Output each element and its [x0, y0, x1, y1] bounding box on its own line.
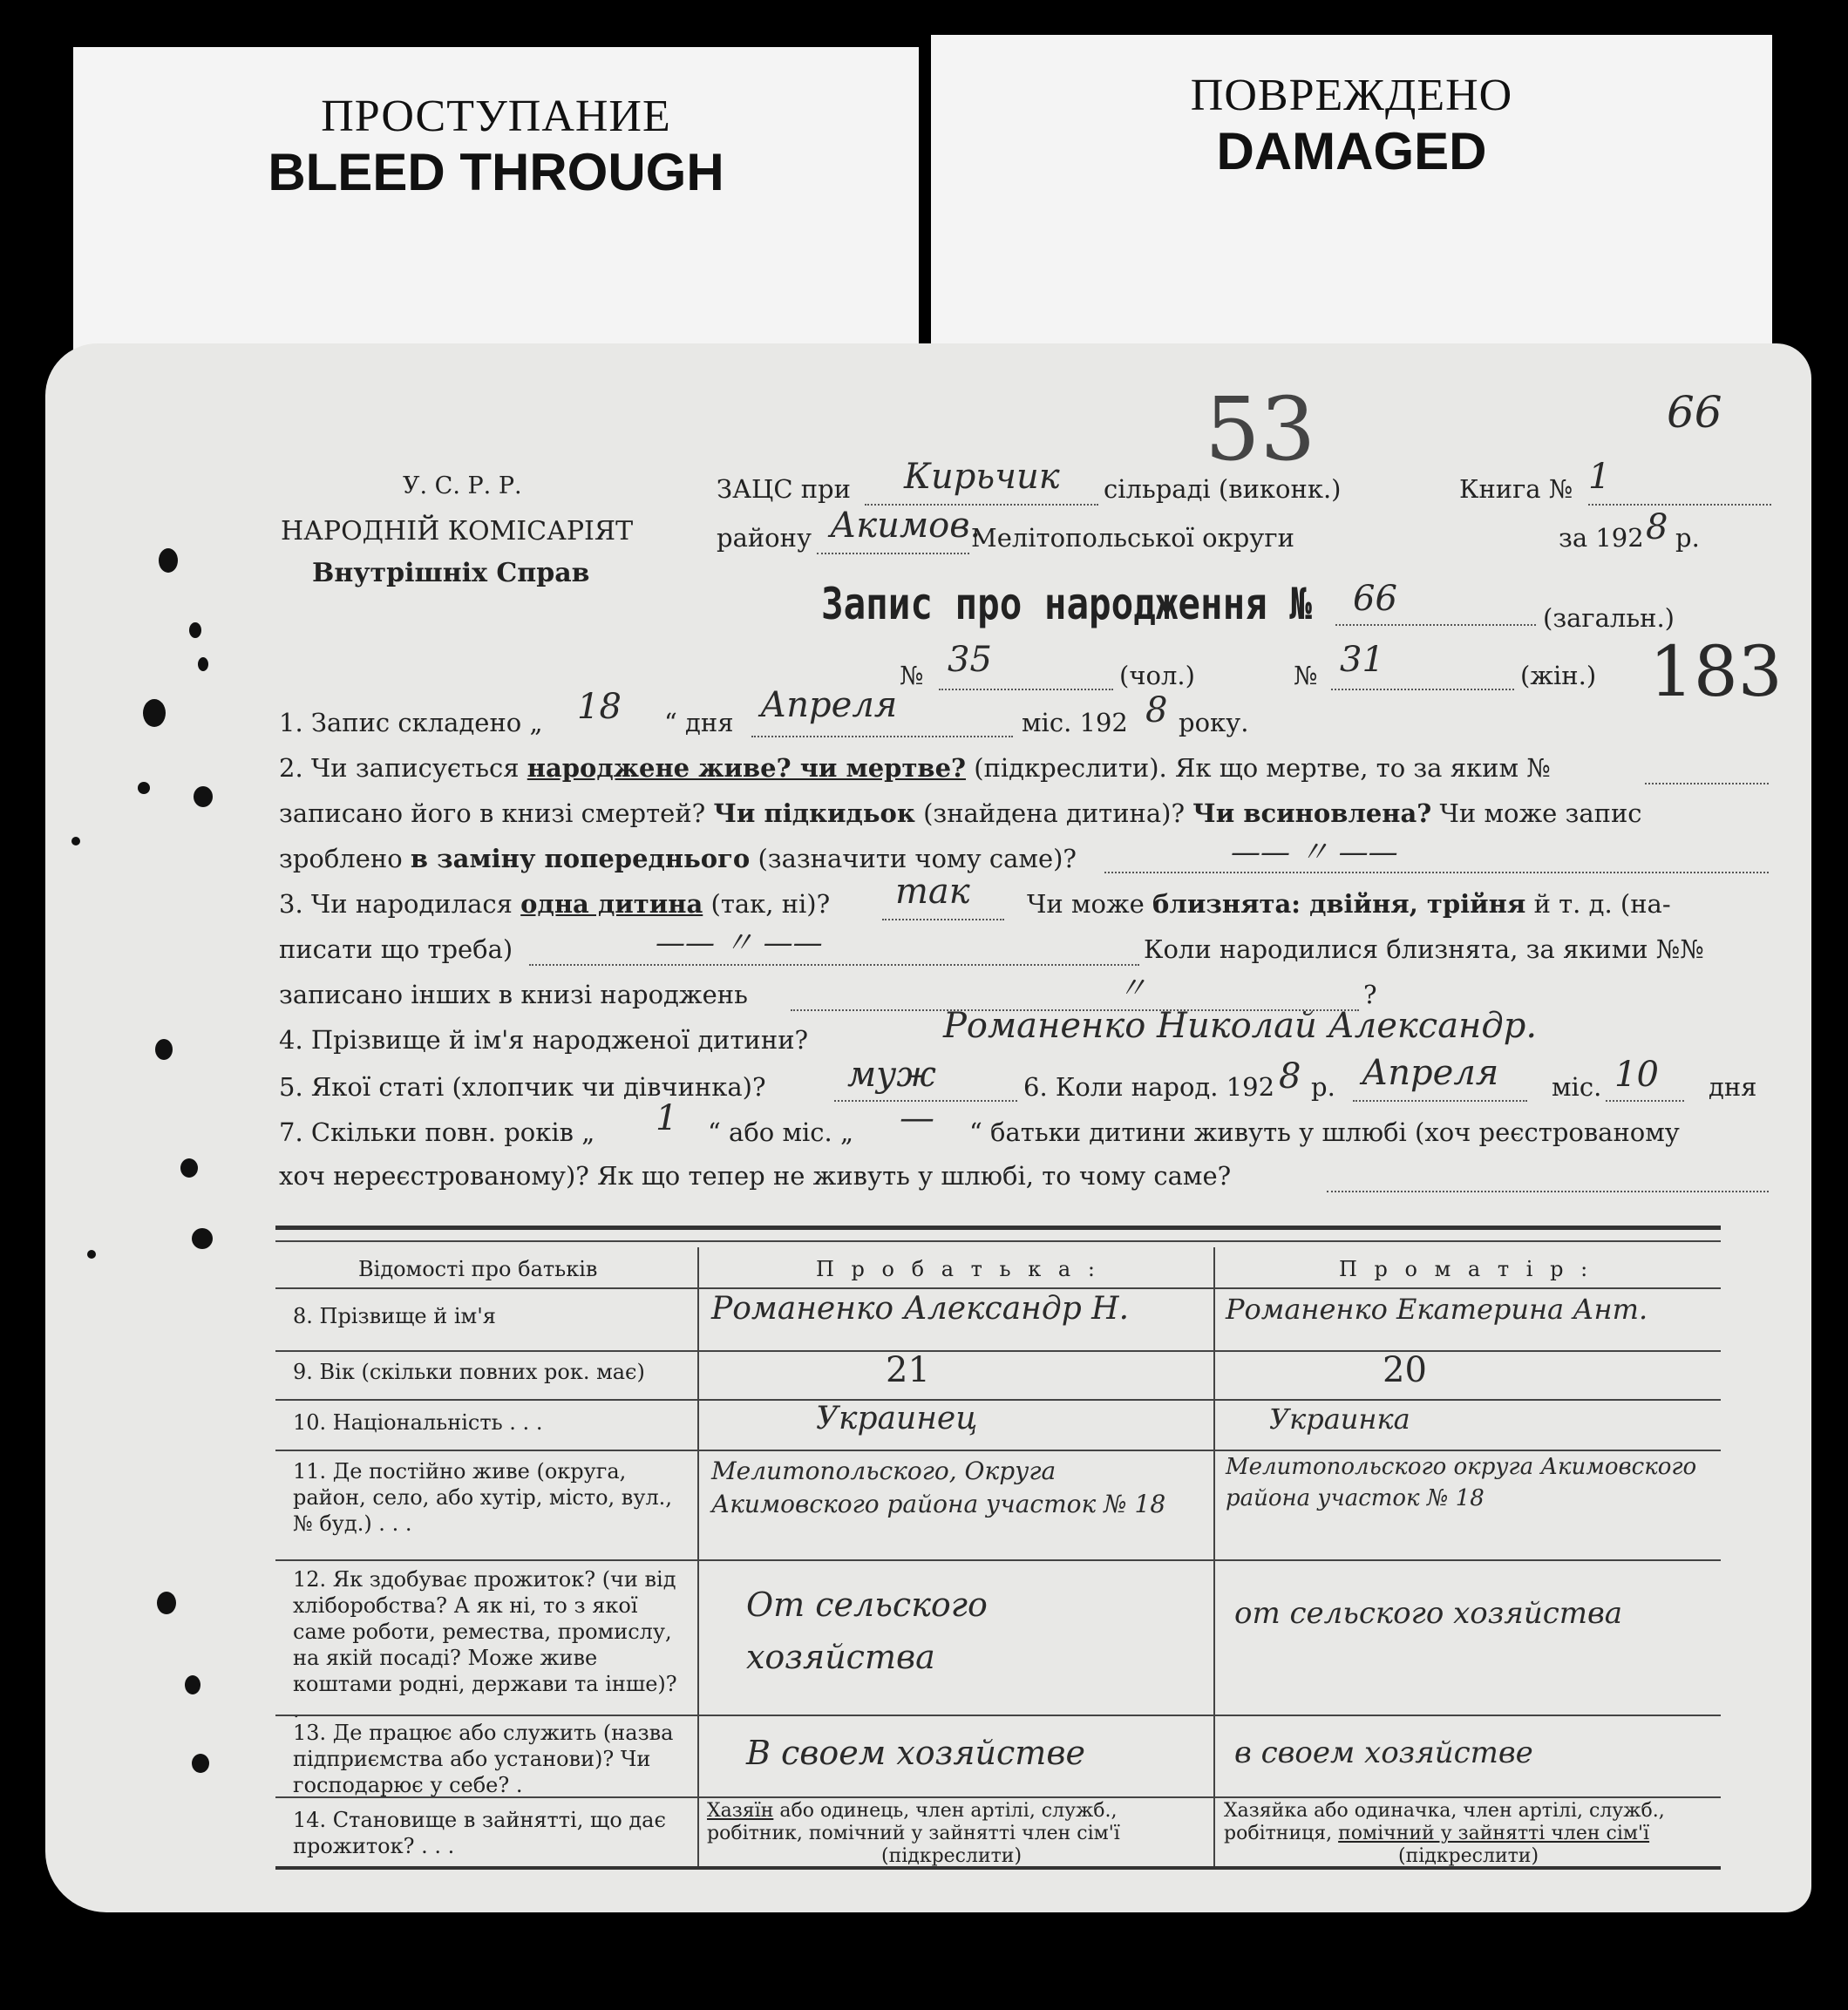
damaged-card: [931, 35, 1772, 384]
item3-l1a: 3. Чи народилася: [279, 889, 513, 919]
item3-answer: так: [895, 872, 970, 912]
item2-line2: [279, 798, 1642, 828]
book-line: [1588, 504, 1771, 506]
punch-hole: [192, 1228, 213, 1249]
item2-l2c: (знайдена дитина)?: [923, 798, 1186, 828]
item2-l2e: Чи може запис: [1439, 798, 1642, 828]
father-status-note: (підкреслити): [881, 1845, 1023, 1867]
parents-table: [275, 1226, 1721, 1870]
general-label: (загальн.): [1543, 603, 1675, 633]
bleed-through-card: [73, 47, 919, 378]
item1-day-suffix: “ дня: [664, 708, 734, 737]
item6-year-suffix: р.: [1311, 1072, 1335, 1102]
item2-l2d: Чи всиновлена?: [1192, 798, 1432, 828]
father-residence: Мелитопольского, Округа Акимовского района участок № 18: [711, 1457, 1166, 1518]
item6-month-label: міс.: [1552, 1072, 1602, 1102]
marriage-years: 1: [656, 1098, 678, 1138]
item1-year-suffix: року.: [1179, 708, 1249, 737]
item6-month-line: [1353, 1100, 1527, 1102]
male-label: (чол.): [1119, 661, 1195, 690]
item2-line1: [279, 753, 1551, 783]
female-number-line: [1331, 689, 1514, 690]
female-number: 31: [1340, 640, 1384, 680]
row8-label: 8. Прізвище й ім'я: [293, 1304, 496, 1328]
item3-l1b: одна дитина: [520, 889, 703, 919]
item7-a: 7. Скільки повн. років „: [279, 1117, 595, 1147]
father-name: Романенко Александр Н.: [711, 1291, 1130, 1327]
mother-status-selected: помічний у зайнятті член сім'ї: [1338, 1823, 1650, 1844]
book-number: 1: [1588, 457, 1611, 497]
item3-l1f: й т. д. (на-: [1533, 889, 1671, 919]
record-title: Запис про народження №: [821, 579, 1312, 629]
district-label: району: [717, 523, 812, 553]
punch-hole: [155, 1039, 173, 1060]
item2-line3-dots: [1104, 872, 1769, 873]
corner-number: 66: [1667, 387, 1722, 438]
mother-occupation-status: [1224, 1800, 1721, 1868]
item3-l1d: Чи може: [1027, 889, 1145, 919]
father-nationality: Украинец: [816, 1401, 978, 1436]
bleed-through-ru: ПРОСТУПАНИЕ: [321, 92, 671, 141]
mother-residence: Мелитопольского округа Акимовского района участок № 18: [1226, 1454, 1697, 1511]
item2-l3c: (зазначити чому саме)?: [758, 844, 1077, 873]
damaged-ru: ПОВРЕЖДЕНО: [1190, 71, 1513, 120]
marriage-months: —: [900, 1098, 934, 1138]
item6-day-label: дня: [1709, 1072, 1757, 1102]
child-sex: муж: [847, 1055, 936, 1095]
item3-l3a: записано інших в книзі народжень: [279, 980, 748, 1009]
bleed-through-en: BLEED THROUGH: [268, 143, 724, 201]
record-number: 66: [1353, 579, 1397, 619]
punch-hole: [189, 622, 201, 638]
item6-label: 6. Коли народ. 192: [1023, 1072, 1275, 1102]
item2-mark: —— 〃 ——: [1231, 835, 1398, 870]
punch-hole: [143, 699, 166, 727]
punch-hole: [198, 657, 208, 671]
item2-l1a: 2. Чи записується: [279, 753, 520, 783]
item2-l1b: народжене живе? чи мертве?: [527, 753, 967, 783]
male-no-sign: №: [900, 661, 924, 690]
row14-label: 14. Становище в зайнятті, що дає прожиток? . . .: [293, 1808, 666, 1858]
punch-hole: [71, 837, 80, 845]
birth-record-form: [45, 343, 1811, 1912]
affairs-label: Внутрішніх Справ: [312, 558, 590, 588]
row9-label: 9. Вік (скільки повних рок. має): [293, 1360, 645, 1384]
year-label: за 192: [1559, 523, 1644, 553]
father-status-selected: Хазяїн: [707, 1800, 774, 1822]
female-label: (жін.): [1520, 661, 1597, 690]
item3-l2b: Коли народилися близнята, за якими №№: [1144, 934, 1704, 964]
father-occupation-status: [707, 1800, 1208, 1868]
item7-line2-dots: [1327, 1191, 1769, 1192]
mother-nationality: Украинка: [1269, 1402, 1410, 1436]
item1-year: 8: [1145, 690, 1168, 730]
zags-label: ЗАЦС при: [717, 474, 851, 504]
item1-month: Апреля: [760, 685, 898, 725]
father-status-options: або одинець, член артілі, служб., робітник, помічний у зайнятті член сім'ї: [707, 1800, 1120, 1844]
village-name: Кирьчик: [904, 457, 1060, 497]
punch-hole: [194, 786, 213, 807]
year-digit: 8: [1646, 507, 1668, 547]
item3-l1e: близнята: двійня, трійня: [1152, 889, 1526, 919]
item1-year-label: міс. 192: [1022, 708, 1128, 737]
year-suffix: р.: [1675, 523, 1700, 553]
item3-l3b: ?: [1363, 980, 1377, 1009]
punch-hole: [159, 548, 178, 573]
item4-label: 4. Прізвище й ім'я народженої дитини?: [279, 1025, 809, 1055]
commissariat-label: НАРОДНІЙ КОМІСАРІЯТ: [281, 516, 634, 547]
item1-month-line: [751, 736, 1013, 737]
birth-year: 8: [1279, 1056, 1301, 1097]
district-name: Акимов.: [830, 506, 982, 546]
punch-hole: [185, 1675, 200, 1694]
side-number: 183: [1649, 631, 1783, 712]
item3-l2a: писати що треба): [279, 934, 513, 964]
item2-l1c: (підкреслити). Як що мертве, то за яким №: [974, 753, 1551, 783]
punch-hole: [87, 1250, 96, 1259]
row12-label: 12. Як здобуває прожиток? (чи від хліборобства? А як ні, то з якої саме роботи, ремества, промислу, на якій посаді? Може живе коштами родні, держави та інше)? .: [293, 1567, 677, 1722]
male-number-line: [939, 689, 1113, 690]
district-line: [817, 553, 969, 554]
council-label: сільраді (виконк.): [1104, 474, 1342, 504]
birth-month: Апреля: [1362, 1053, 1499, 1093]
item5-label: 5. Якої статі (хлопчик чи дівчинка)?: [279, 1072, 766, 1102]
item1-day: 18: [577, 687, 622, 727]
mother-workplace: в своем хозяйстве: [1234, 1735, 1533, 1770]
row10-label: 10. Національність . . .: [293, 1410, 543, 1435]
ussr-label: У. С. Р. Р.: [403, 472, 522, 499]
item7-line2: хоч нереєстрованому)? Як що тепер не живуть у шлюбі, то чому саме?: [279, 1161, 1232, 1191]
item2-l3b: в заміну попереднього: [410, 844, 751, 873]
okruga-label: Мелітопольської округи: [971, 523, 1294, 553]
table-header-father: П р о б а т ь к а :: [816, 1257, 1100, 1281]
father-age: 21: [886, 1350, 930, 1390]
item3-line2-dots: [529, 964, 1139, 966]
father-livelihood: От сельского хозяйства: [746, 1586, 988, 1676]
damaged-en: DAMAGED: [1216, 122, 1487, 180]
father-workplace: В своем хозяйстве: [746, 1734, 1085, 1772]
mother-status-note: (підкреслити): [1398, 1845, 1539, 1867]
female-no-sign: №: [1294, 661, 1318, 690]
item3-line1-right: [1027, 889, 1671, 919]
punch-hole: [157, 1592, 176, 1614]
male-number: 35: [948, 640, 992, 680]
table-header-info: Відомості про батьків: [358, 1257, 598, 1281]
punch-hole: [192, 1754, 209, 1773]
item2-line1-dots: [1645, 783, 1769, 784]
birth-day: 10: [1614, 1055, 1659, 1095]
mother-status-options: Хазяйка або одиначка, член артілі, служб., робітниця,: [1224, 1800, 1665, 1844]
punch-hole: [180, 1158, 198, 1178]
item3-line1: [279, 889, 830, 919]
item7-b: “ або міс. „: [708, 1117, 854, 1147]
child-name: Романенко Николай Александр.: [943, 1006, 1538, 1046]
table-header-mother: П р о м а т і р :: [1339, 1257, 1593, 1281]
item1-label: 1. Запис складено „: [279, 708, 543, 737]
punch-hole: [138, 782, 150, 794]
stamp-number: 53: [1205, 378, 1316, 480]
mother-name: Романенко Екатерина Ант.: [1226, 1293, 1648, 1326]
item2-l3a: зроблено: [279, 844, 403, 873]
item3-mark2: 〃: [1118, 971, 1147, 1006]
item7-c: “ батьки дитини живуть у шлюбі (хоч реєстрованому: [969, 1117, 1680, 1147]
row13-label: 13. Де працює або служить (назва підприємства або установи)? Чи господарює у себе? .: [293, 1721, 674, 1797]
record-number-line: [1335, 624, 1536, 626]
row11-label: 11. Де постійно живе (округа, район, село, або хутір, місто, вул., № буд.) . . .: [293, 1459, 672, 1536]
book-label: Книга №: [1459, 474, 1573, 504]
item3-l1c: (так, ні)?: [710, 889, 831, 919]
item2-l2b: Чи підкидьок: [713, 798, 915, 828]
mother-livelihood: от сельского хозяйства: [1234, 1596, 1623, 1631]
item2-l2a: записано його в книзі смертей?: [279, 798, 706, 828]
item6-day-line: [1606, 1100, 1684, 1102]
mother-age: 20: [1383, 1350, 1427, 1390]
item3-mark: —— 〃 ——: [656, 926, 823, 961]
item3-answer-line: [882, 919, 1004, 920]
item2-line3: [279, 844, 1077, 873]
